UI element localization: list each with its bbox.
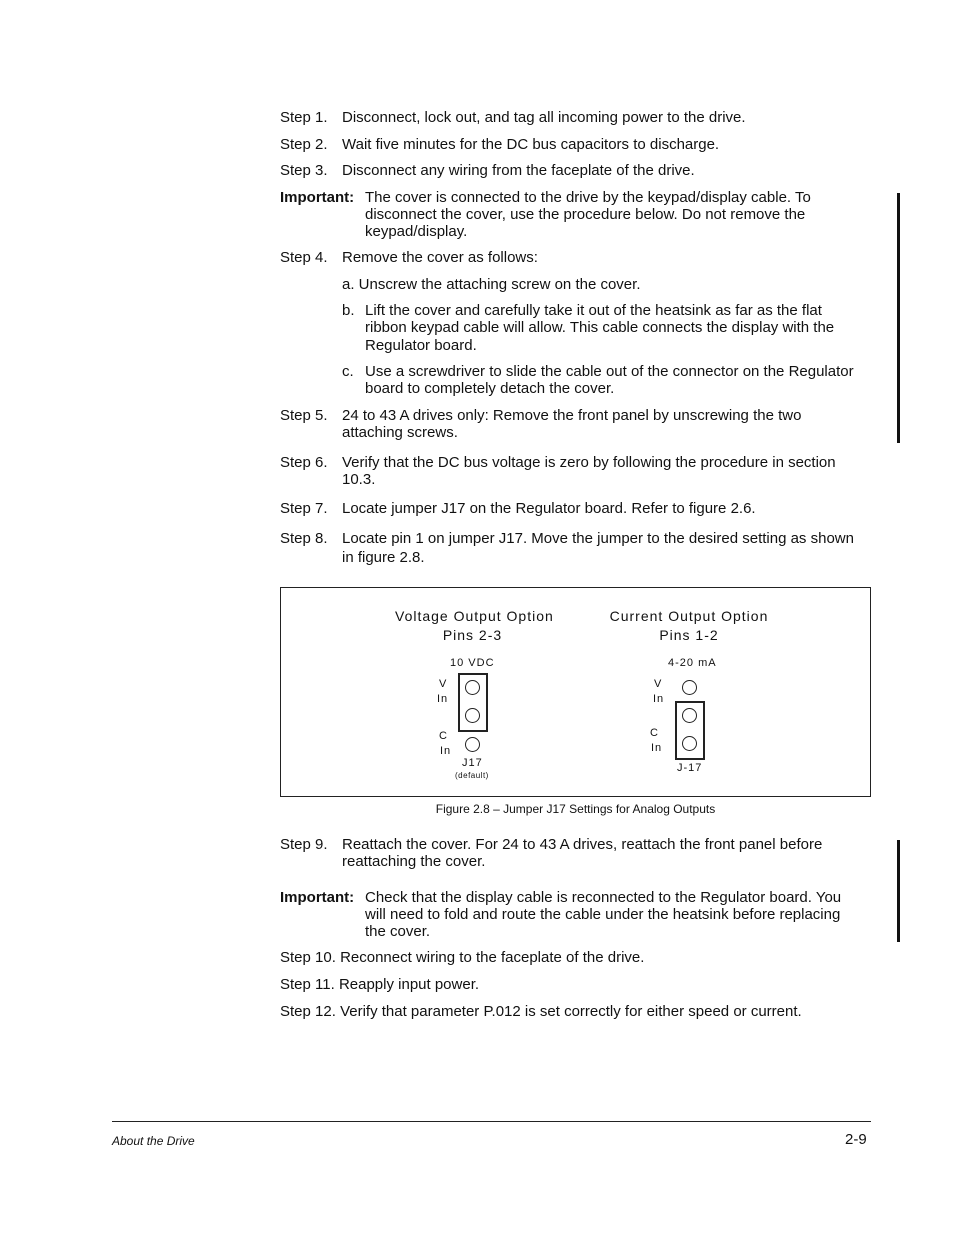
voltage-pin-3	[465, 737, 480, 752]
current-jumper-label: J-17	[677, 762, 703, 774]
step-5-line-1: 24 to 43 A drives only: Remove the front panel by unscrewing the two	[342, 407, 802, 424]
step-1-text: Disconnect, lock out, and tag all incoming power to the drive.	[342, 109, 746, 126]
important-1-line-1: The cover is connected to the drive by the keypad/display cable. To	[365, 189, 811, 206]
step-7-label: Step 7.	[280, 500, 328, 517]
voltage-value-label: 10 VDC	[450, 657, 495, 669]
voltage-v-label: V	[439, 678, 448, 690]
step-8-label: Step 8.	[280, 530, 328, 547]
change-bar-top	[897, 193, 900, 443]
important-2-line-3: the cover.	[365, 923, 431, 940]
current-v-in-label: In	[653, 693, 665, 705]
step-4-text: Remove the cover as follows:	[342, 249, 538, 266]
step-4c-line-1: Use a screwdriver to slide the cable out of the connector on the Regulator	[365, 363, 854, 380]
step-4a-text: a. Unscrew the attaching screw on the cover.	[342, 276, 641, 293]
step-3-label: Step 3.	[280, 162, 328, 179]
step-6-label: Step 6.	[280, 454, 328, 471]
change-bar-bottom	[897, 840, 900, 942]
voltage-jumper-label: J17	[462, 757, 483, 769]
current-option-pins: Pins 1-2	[659, 627, 719, 643]
important-label-1: Important:	[280, 189, 355, 206]
footer-section-title: About the Drive	[112, 1134, 195, 1148]
step-4-label: Step 4.	[280, 249, 328, 266]
step-11-text: Step 11. Reapply input power.	[280, 976, 480, 993]
step-4b-line-1: Lift the cover and carefully take it out of the heatsink as far as the flat	[365, 302, 822, 319]
step-10-text: Step 10. Reconnect wiring to the faceplate of the drive.	[280, 949, 645, 966]
important-1-line-3: keypad/display.	[365, 223, 468, 240]
step-9-label: Step 9.	[280, 836, 328, 853]
important-2-line-2: will need to fold and route the cable under the heatsink before replacing	[365, 906, 841, 923]
important-label-2: Important:	[280, 889, 355, 906]
current-pin-3	[682, 736, 697, 751]
step-3-text: Disconnect any wiring from the faceplate of the drive.	[342, 162, 695, 179]
step-12-text: Step 12. Verify that parameter P.012 is set correctly for either speed or current.	[280, 1003, 802, 1020]
current-c-label: C	[650, 727, 659, 739]
footer-rule	[112, 1121, 871, 1122]
figure-jumper-j17	[280, 587, 871, 797]
step-4c-line-2: board to completely detach the cover.	[365, 380, 615, 397]
step-6-line-2: 10.3.	[342, 471, 376, 488]
current-option-title: Current Output Option	[609, 608, 769, 624]
step-1-label: Step 1.	[280, 109, 328, 126]
current-value-label: 4-20 mA	[668, 657, 717, 669]
step-9-line-2: reattaching the cover.	[342, 853, 486, 870]
page-number: 2-9	[845, 1131, 867, 1148]
voltage-pin-2	[465, 708, 480, 723]
current-pin-1	[682, 680, 697, 695]
important-1-line-2: disconnect the cover, use the procedure below. Do not remove the	[365, 206, 806, 223]
voltage-c-in-label: In	[440, 745, 452, 757]
voltage-v-in-label: In	[437, 693, 449, 705]
step-9-line-1: Reattach the cover. For 24 to 43 A drives, reattach the front panel before	[342, 836, 823, 853]
step-4c-marker: c.	[342, 363, 354, 380]
step-2-label: Step 2.	[280, 136, 328, 153]
step-4b-line-2: ribbon keypad cable will allow. This cable connects the display with the	[365, 319, 835, 336]
voltage-option-title: Voltage Output Option	[395, 608, 554, 624]
step-8-line-2: in figure 2.8.	[342, 549, 425, 566]
step-7-text: Locate jumper J17 on the Regulator board. Refer to figure 2.6.	[342, 500, 756, 517]
important-2-line-1: Check that the display cable is reconnected to the Regulator board. You	[365, 889, 842, 906]
step-8-line-1: Locate pin 1 on jumper J17. Move the jumper to the desired setting as shown	[342, 530, 854, 547]
current-pin-2	[682, 708, 697, 723]
voltage-option-pins: Pins 2-3	[442, 627, 503, 643]
voltage-c-label: C	[439, 730, 448, 742]
step-4b-line-3: Regulator board.	[365, 337, 477, 354]
step-4b-marker: b.	[342, 302, 355, 319]
step-5-label: Step 5.	[280, 407, 328, 424]
step-5-line-2: attaching screws.	[342, 424, 458, 441]
voltage-pin-1	[465, 680, 480, 695]
step-2-text: Wait five minutes for the DC bus capacitors to discharge.	[342, 136, 720, 153]
figure-caption: Figure 2.8 – Jumper J17 Settings for Analog Outputs	[435, 802, 716, 816]
current-c-in-label: In	[651, 742, 663, 754]
voltage-default-note: (default)	[455, 771, 489, 780]
current-v-label: V	[654, 678, 663, 690]
step-6-line-1: Verify that the DC bus voltage is zero by following the procedure in section	[342, 454, 836, 471]
